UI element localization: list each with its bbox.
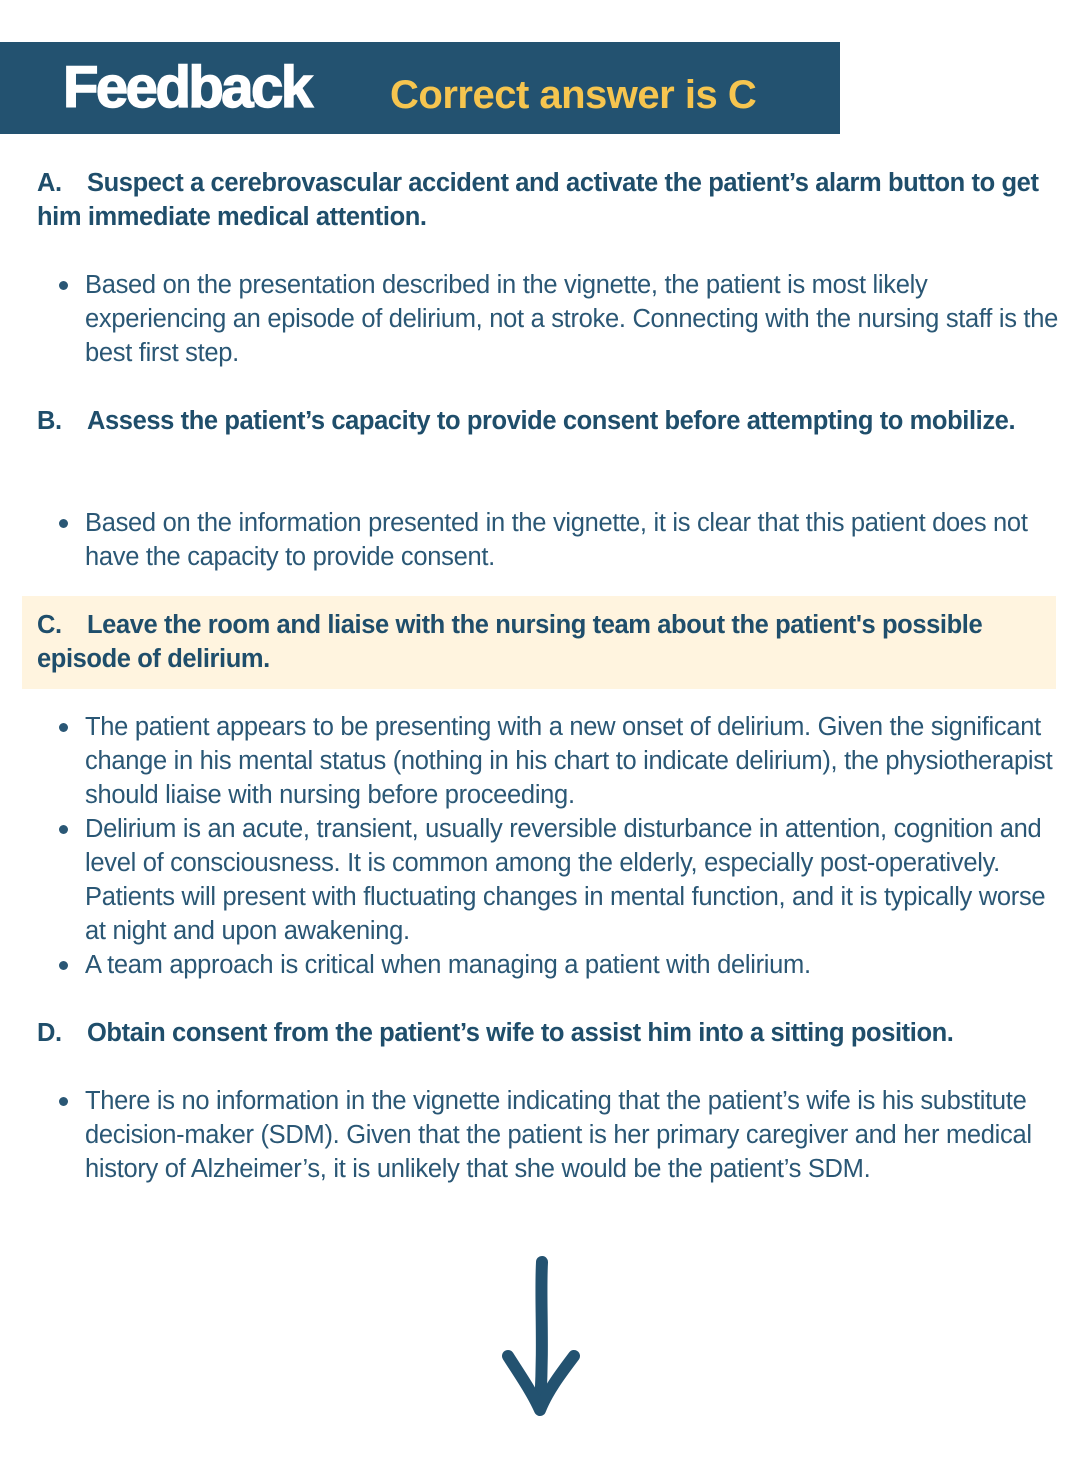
option-c-feedback-list	[0, 710, 1080, 982]
option-a-heading	[37, 166, 1052, 234]
list-item	[0, 506, 1080, 574]
option-b-feedback-list	[0, 506, 1080, 574]
option-d-text: Obtain consent from the patient’s wife to assist him into a sitting position.	[87, 1019, 954, 1047]
option-d-heading	[37, 1016, 1052, 1050]
list-item	[0, 268, 1080, 370]
bullet-icon	[59, 961, 68, 970]
feedback-text: The patient appears to be presenting with a new onset of delirium. Given the significant change in his mental status (nothing in his chart to indicate delirium), the physiotherapist should liaise with nursing before proceeding.	[85, 713, 1053, 809]
option-a-text: Suspect a cerebrovascular accident and activate the patient’s alarm button to get him immediate medical attention.	[37, 169, 1039, 231]
option-b-heading	[37, 404, 1052, 438]
down-arrow-icon	[490, 1250, 590, 1435]
option-d-letter: D.	[37, 1019, 62, 1047]
option-a-feedback-list	[0, 268, 1080, 370]
feedback-text: There is no information in the vignette indicating that the patient’s wife is his substitute decision-maker (SDM). Given that the patient is her primary caregiver and her medical history of Alzheimer’s, it is unlikely that she would be the patient’s SDM.	[85, 1087, 1032, 1183]
feedback-text: Based on the information presented in the vignette, it is clear that this patient does not have the capacity to provide consent.	[85, 509, 1028, 571]
option-b-letter: B.	[37, 407, 62, 435]
list-item	[0, 948, 1080, 982]
option-c-text: Leave the room and liaise with the nursing team about the patient's possible episode of delirium.	[37, 611, 983, 673]
option-c-letter: C.	[37, 611, 62, 639]
feedback-text: A team approach is critical when managing a patient with delirium.	[85, 951, 811, 979]
feedback-text: Based on the presentation described in the vignette, the patient is most likely experiencing an episode of delirium, not a stroke. Connecting with the nursing staff is the best first step.	[85, 271, 1058, 367]
list-item	[0, 812, 1080, 948]
list-item	[0, 1084, 1080, 1186]
bullet-icon	[59, 825, 68, 834]
option-b-text: Assess the patient’s capacity to provide consent before attempting to mobilize.	[87, 407, 1016, 435]
bullet-icon	[59, 281, 68, 290]
list-item	[0, 710, 1080, 812]
bullet-icon	[59, 1097, 68, 1106]
option-a-letter: A.	[37, 169, 62, 197]
feedback-text: Delirium is an acute, transient, usually reversible disturbance in attention, cognition and level of consciousness. It is common among the elderly, especially post-operatively. Patients will present with fluctuating changes in mental function, and it is typically worse at night and upon awakening.	[85, 815, 1046, 945]
option-c-heading	[37, 608, 1052, 676]
option-d-feedback-list	[0, 1084, 1080, 1186]
page-title: Feedback	[63, 55, 311, 120]
correct-answer-label: Correct answer is C	[390, 73, 757, 117]
bullet-icon	[59, 723, 68, 732]
bullet-icon	[59, 519, 68, 528]
